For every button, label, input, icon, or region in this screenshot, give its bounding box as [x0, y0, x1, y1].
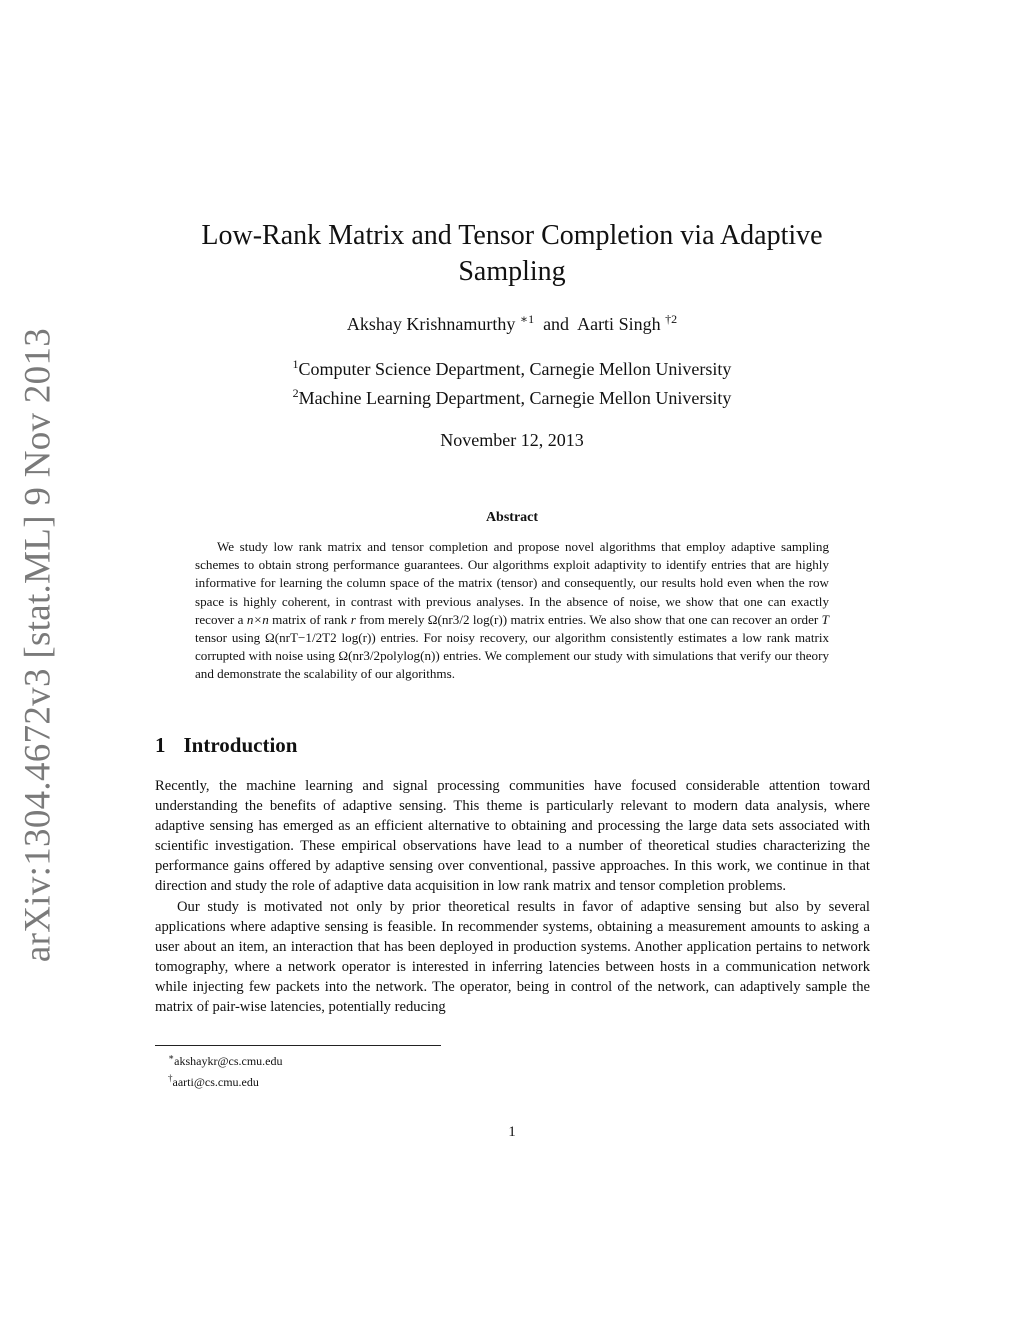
affiliation — [150, 352, 874, 381]
affiliation-mark: 2 — [292, 386, 299, 400]
author-footnote-mark: ∗1 — [519, 312, 535, 326]
math-expression: Ω(nrT−1/2T2 log(r)) — [265, 630, 376, 646]
abstract-body — [195, 538, 829, 684]
section-heading — [155, 733, 297, 758]
paragraph: Our study is motivated not only by prior theoretical results in favor of adaptive sensing but also by several applications where adaptive sensing is feasible. In recommender systems, obtaining a measurement amounts to asking a user about an item, an interaction that has been deployed in production systems. Another application pertains to network tomography, where a network operator is interested in inferring latencies between hosts in a communication network while injecting few packets into the network. The operator, being in control of the network, can adaptively sample the matrix of pair-wise latencies, potentially reducing — [155, 898, 870, 1016]
footnote — [168, 1070, 282, 1091]
math-expression: Ω(nr3/2 log(r)) — [427, 611, 508, 627]
paragraph: Recently, the machine learning and signal processing communities have focused considerable attention toward understanding the benefits of adaptive sensing. This theme is particularly relevant to modern data analysis, where adaptive sensing has emerged as an efficient alternative to obtaining and processing the large data sets associated with scientific investigation. These empirical observations have lead to a number of theoretical studies characterizing the performance gains offered by adaptive sensing over conventional, passive approaches. In this work, we continue in that direction and study the role of adaptive data acquisition in low rank matrix and tensor completion problems. — [155, 778, 870, 895]
math-expression: r — [350, 611, 356, 627]
footnote-email: akshaykr@cs.cmu.edu — [174, 1054, 283, 1068]
abstract-text: tensor using — [195, 630, 261, 646]
abstract-heading: Abstract — [485, 510, 539, 525]
author-line — [150, 312, 874, 335]
math-expression: Ω(nr3/2polylog(n)) — [338, 648, 440, 664]
paper-date: November 12, 2013 — [440, 430, 584, 450]
footnote-email: aarti@cs.cmu.edu — [172, 1075, 259, 1089]
paper-title: Low-Rank Matrix and Tensor Completion via Adaptive Sampling — [201, 220, 823, 287]
math-expression: T — [821, 611, 829, 627]
section-number: 1 — [155, 733, 166, 757]
author-conjunction: and — [543, 314, 570, 334]
author-name: Aarti Singh — [577, 314, 661, 334]
abstract-text: matrix of rank — [272, 611, 348, 627]
affiliation — [150, 381, 874, 410]
footnote-divider — [155, 1045, 441, 1046]
footnotes — [168, 1049, 282, 1091]
abstract-text: from merely — [359, 611, 425, 627]
affiliation-mark: 1 — [292, 357, 299, 371]
footnote-mark: ∗ — [168, 1052, 175, 1062]
introduction-body — [155, 776, 870, 1017]
math-expression: n×n — [246, 611, 269, 627]
affiliation-text: Computer Science Department, Carnegie Mellon University — [298, 359, 732, 379]
author-name: Akshay Krishnamurthy — [346, 314, 516, 334]
section-title: Introduction — [183, 733, 298, 757]
abstract-paragraph — [195, 538, 829, 684]
page-number: 1 — [508, 1124, 516, 1140]
abstract-text: We study low rank matrix and tensor completion and propose novel algorithms that employ adaptive sampling schemes to obtain strong performance guarantees. Our algorithms exploit adaptivity to identify entries that are highly informative for learning the column space of the matrix (tensor) and consequently, our results hold even when the row space is highly coherent, in contrast with previous analyses. In the absence of noise, we show that one can exactly recover a — [195, 539, 829, 627]
abstract-text: matrix entries. We also show that one can recover an order — [510, 611, 819, 627]
affiliations — [150, 352, 874, 410]
abstract-text: entries. We complement our study with simulations that verify our theory and demonstrate the scalability of our algorithms. — [195, 648, 830, 682]
abstract-text: entries. For noisy recovery, our algorithm consistently estimates a low rank matrix corrupted with noise using — [195, 630, 830, 664]
footnote-mark: † — [168, 1073, 173, 1083]
footnote — [168, 1049, 282, 1070]
author-footnote-mark: †2 — [665, 312, 678, 326]
arxiv-identifier: arXiv:1304.4672v3 [stat.ML] 9 Nov 2013 — [17, 327, 59, 963]
affiliation-text: Machine Learning Department, Carnegie Mellon University — [298, 388, 732, 408]
